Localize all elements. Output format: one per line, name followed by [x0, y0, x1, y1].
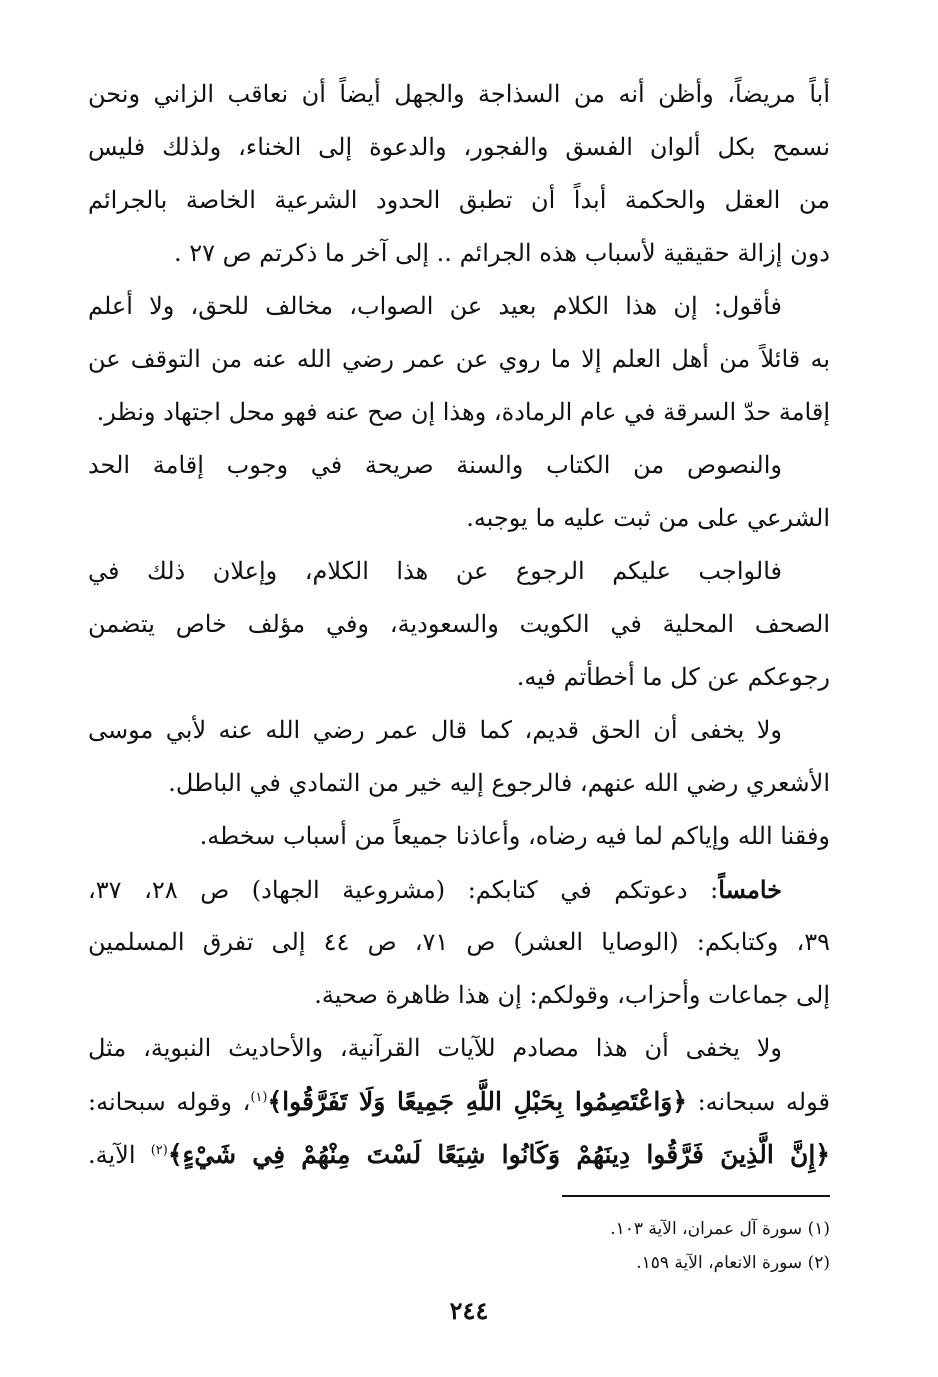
- text-line: إلى جماعات وأحزاب، وقولكم: إن هذا ظاهرة صحية.: [314, 981, 830, 1009]
- verse-intro: قوله سبحانه:: [687, 1088, 830, 1116]
- text-line: إقامة حدّ السرقة في عام الرمادة، وهذا إن صح عنه فهو محل اجتهاد ونظر.: [96, 398, 830, 426]
- page-number: ٢٤٤: [449, 1296, 489, 1325]
- text-line: فأقول: إن هذا الكلام بعيد عن الصواب، مخالف للحق، ولا أعلم: [88, 292, 782, 320]
- verse-outro: الآية.: [88, 1141, 151, 1169]
- section-text: : دعوتكم في كتابكم: (مشروعية الجهاد) ص ٢٨، ٣٧،: [88, 876, 719, 904]
- text-line: الشرعي على من ثبت عليه ما يوجبه.: [466, 504, 830, 532]
- text-line: [88, 863, 830, 916]
- text-line: والنصوص من الكتاب والسنة صريحة في وجوب إقامة الحد: [88, 451, 782, 479]
- text-line: رجوعكم عن كل ما أخطأتم فيه.: [516, 663, 830, 691]
- text-line: ولا يخفى أن الحق قديم، كما قال عمر رضي الله عنه لأبي موسى: [88, 716, 782, 744]
- text-line: دون إزالة حقيقية لأسباب هذه الجرائم .. إلى آخر ما ذكرتم ص ٢٧ .: [173, 239, 830, 267]
- page-body: [88, 68, 830, 1181]
- quran-verse: ﴿وَاعْتَصِمُوا بِحَبْلِ اللَّهِ جَمِيعًا وَلَا تَفَرَّقُوا﴾: [267, 1087, 687, 1116]
- footnote-item: (١) سورة آل عمران، الآية ١٠٣.: [610, 1219, 830, 1239]
- footnote-marker: (٢): [150, 1143, 168, 1158]
- text-line: ٣٩، وكتابكم: (الوصايا العشر) ص ٧١، ص ٤٤ إلى تفرق المسلمين: [88, 928, 830, 956]
- text-line: به قائلاً من أهل العلم إلا ما روي عن عمر رضي الله عنه من التوقف عن: [88, 345, 830, 373]
- text-line: ولا يخفى أن هذا مصادم للآيات القرآنية، والأحاديث النبوية، مثل: [88, 1034, 782, 1062]
- text-line: من العقل والحكمة أبداً أن تطبق الحدود الشرعية الخاصة بالجرائم: [88, 186, 830, 214]
- text-line: وفقنا الله وإياكم لما فيه رضاه، وأعاذنا جميعاً من أسباب سخطه.: [199, 822, 830, 850]
- verse-outro: ، وقوله سبحانه:: [88, 1088, 251, 1116]
- footnote-divider: [562, 1195, 830, 1197]
- verse-line: [88, 1075, 830, 1128]
- footnote-marker: (١): [250, 1090, 268, 1105]
- footnotes: [610, 1212, 830, 1280]
- section-label-fifth: خامساً: [718, 875, 783, 904]
- text-line: نسمح بكل ألوان الفسق والفجور، والدعوة إلى الخناء، ولذلك فليس: [88, 133, 830, 161]
- quran-verse: ﴿إِنَّ الَّذِينَ فَرَّقُوا دِينَهُمْ وَكَانُوا شِيَعًا لَسْتَ مِنْهُمْ فِي شَيْءٍ﴾: [167, 1140, 830, 1169]
- text-line: فالواجب عليكم الرجوع عن هذا الكلام، وإعلان ذلك في: [88, 557, 782, 585]
- footnote-item: (٢) سورة الانعام، الآية ١٥٩.: [636, 1253, 830, 1273]
- text-line: الصحف المحلية في الكويت والسعودية، وفي مؤلف خاص يتضمن: [88, 610, 830, 638]
- verse-line: [88, 1128, 830, 1181]
- text-line: الأشعري رضي الله عنهم، فالرجوع إليه خير من التمادي في الباطل.: [168, 769, 830, 797]
- text-line: أباً مريضاً، وأظن أنه من السذاجة والجهل أيضاً أن نعاقب الزاني ونحن: [88, 80, 830, 108]
